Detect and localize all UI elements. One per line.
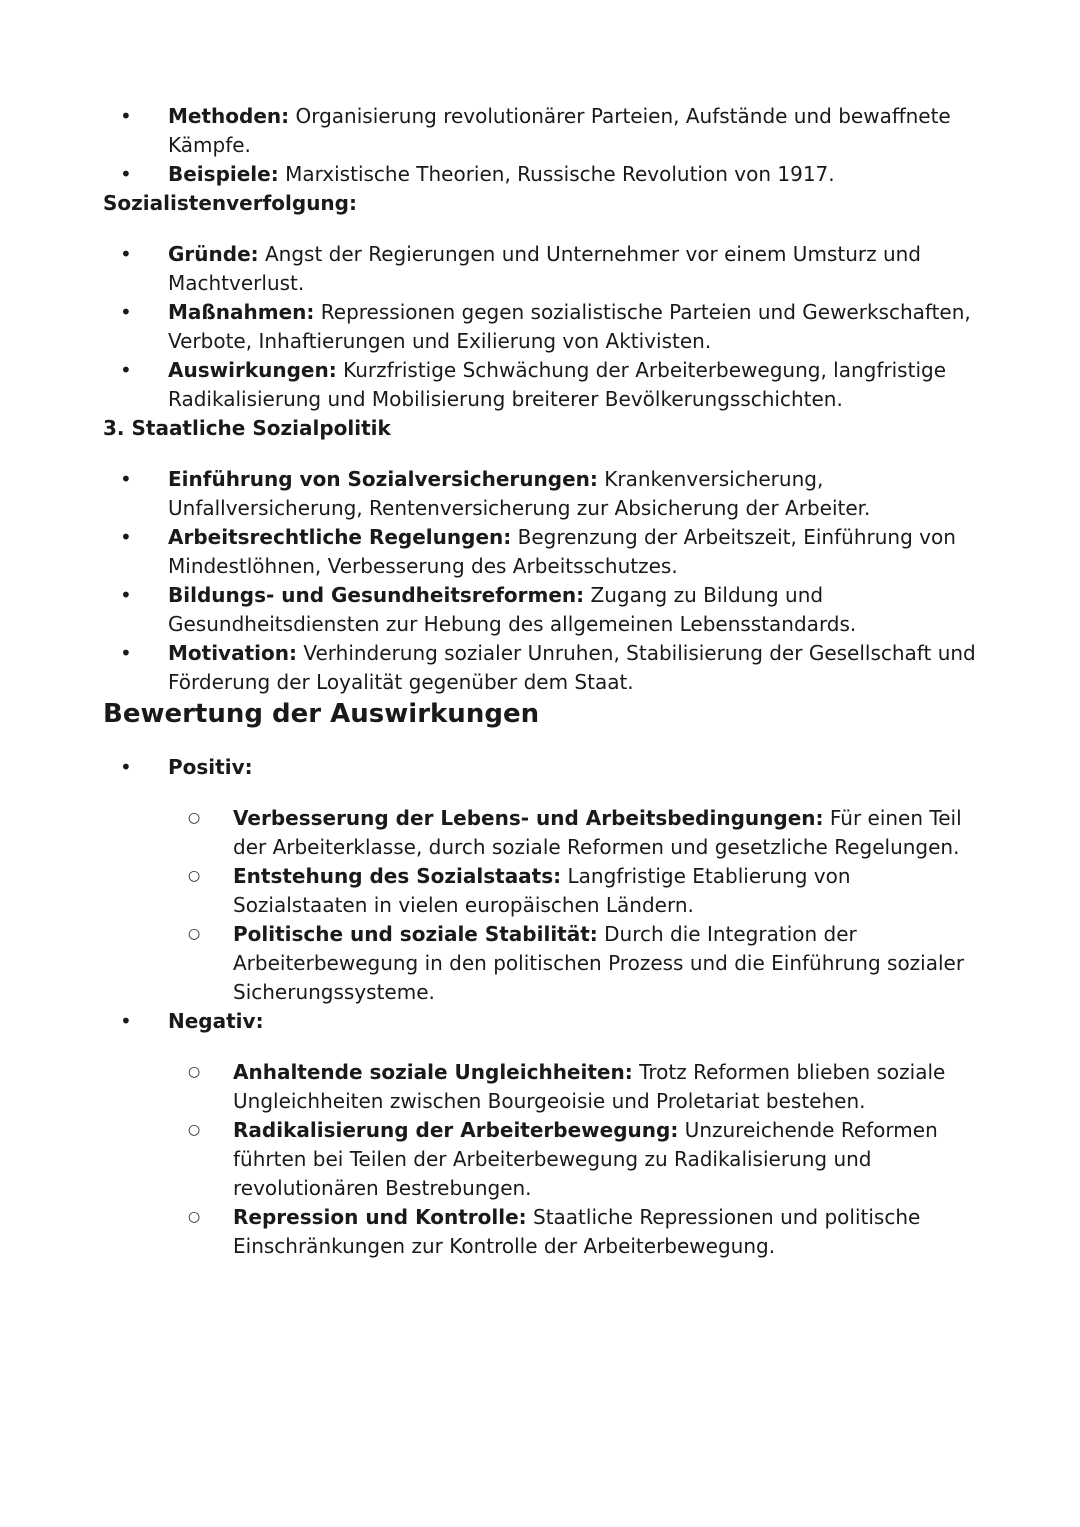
heading-evaluation: Bewertung der Auswirkungen: [103, 699, 540, 729]
bullet-icon: •: [120, 104, 132, 128]
list-item-negative: • Negativ:: [103, 1007, 983, 1036]
document-content: [103, 102, 983, 1261]
list-item-positive: • Positiv:: [103, 753, 983, 782]
bullet-icon: •: [120, 525, 132, 549]
list-item: • Auswirkungen: Kurzfristige Schwächung der Arbeiterbewegung, langfristige Radikalisierung und Mobilisierung breiterer Bevölkerungsschichten.: [120, 358, 946, 411]
list-item: • Arbeitsrechtliche Regelungen: Begrenzung der Arbeitszeit, Einführung von Mindestlöhnen, Verbesserung des Arbeitsschutzes.: [120, 525, 956, 578]
list-item: • Motivation: Verhinderung sozialer Unruhen, Stabilisierung der Gesellschaft und Förderung der Loyalität gegenüber dem Staat.: [120, 641, 976, 694]
bullet-icon: •: [120, 641, 132, 665]
list-item: • Einführung von Sozialversicherungen: Krankenversicherung, Unfallversicherung, Rentenversicherung zur Absicherung der Arbeiter.: [120, 467, 871, 520]
sub-list-item: ○ Politische und soziale Stabilität: Durch die Integration der Arbeiterbewegung in den politischen Prozess und die Einführung sozialer Sicherungssysteme.: [188, 922, 965, 1004]
sub-list-item: ○ Entstehung des Sozialstaats: Langfristige Etablierung von Sozialstaaten in vielen europäischen Ländern.: [188, 864, 851, 917]
bullet-icon: •: [120, 162, 132, 186]
section-heading-persecution: Sozialistenverfolgung:: [103, 191, 357, 215]
bullet-icon: •: [120, 583, 132, 607]
list-item: • Bildungs- und Gesundheitsreformen: Zugang zu Bildung und Gesundheitsdiensten zur Hebung des allgemeinen Lebensstandards.: [120, 583, 857, 636]
bullet-icon: •: [120, 242, 132, 266]
bullet-icon: •: [120, 1009, 132, 1033]
social-policy-list: [103, 465, 983, 697]
bullet-icon: •: [120, 755, 132, 779]
circle-bullet-icon: ○: [188, 926, 201, 942]
sub-list-item: ○ Repression und Kontrolle: Staatliche Repressionen und politische Einschränkungen zur Kontrolle der Arbeiterbewegung.: [188, 1205, 921, 1258]
list-item: • Maßnahmen: Repressionen gegen sozialistische Parteien und Gewerkschaften, Verbote, Inhaftierungen und Exilierung von Aktivisten.: [120, 300, 971, 353]
persecution-list: [103, 240, 983, 414]
evaluation-list-negative: [103, 1007, 983, 1036]
list-item: • Methoden: Organisierung revolutionärer Parteien, Aufstände und bewaffnete Kämpfe.: [120, 104, 951, 157]
circle-bullet-icon: ○: [188, 1209, 201, 1225]
section-heading-social-policy: 3. Staatliche Sozialpolitik: [103, 416, 391, 440]
list-item: • Beispiele: Marxistische Theorien, Russische Revolution von 1917.: [103, 160, 983, 189]
bullet-icon: •: [120, 358, 132, 382]
circle-bullet-icon: ○: [188, 868, 201, 884]
circle-bullet-icon: ○: [188, 1064, 201, 1080]
negative-sublist: [103, 1058, 983, 1261]
bullet-icon: •: [120, 300, 132, 324]
sub-list-item: ○ Verbesserung der Lebens- und Arbeitsbedingungen: Für einen Teil der Arbeiterklasse, durch soziale Reformen und gesetzliche Regelungen.: [188, 806, 962, 859]
list-item: • Gründe: Angst der Regierungen und Unternehmer vor einem Umsturz und Machtverlust.: [120, 242, 921, 295]
positive-sublist: [103, 804, 983, 1007]
bullet-icon: •: [120, 467, 132, 491]
sub-list-item: ○ Anhaltende soziale Ungleichheiten: Trotz Reformen blieben soziale Ungleichheiten zwischen Bourgeoisie und Proletariat bestehen.: [188, 1060, 946, 1113]
evaluation-list: [103, 753, 983, 782]
methods-list: [103, 102, 983, 189]
circle-bullet-icon: ○: [188, 810, 201, 826]
circle-bullet-icon: ○: [188, 1122, 201, 1138]
sub-list-item: ○ Radikalisierung der Arbeiterbewegung: Unzureichende Reformen führten bei Teilen der Arbeiterbewegung zu Radikalisierung und revolutionären Bestrebungen.: [188, 1118, 938, 1200]
